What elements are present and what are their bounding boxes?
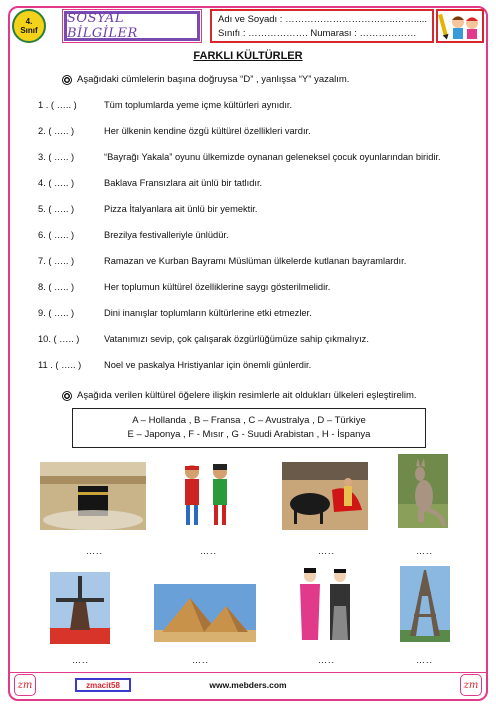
part2-instruction-text: Aşağıda verilen kültürel öğelere ilişkin resimlerle ait oldukları ülkeleri eşleştirelim. [77, 390, 417, 401]
kids-illustration [436, 9, 484, 43]
question-number-blank[interactable]: 3. ( ….. ) [38, 152, 75, 162]
answer-blank-2[interactable]: ….. [200, 546, 218, 556]
question-text: Her ülkenin kendine özgü kültürel özellikleri vardır. [104, 126, 311, 136]
part2-instruction [62, 390, 417, 401]
pyramids-picture [154, 584, 256, 642]
author-tag: zmacit58 [75, 678, 131, 692]
windmill-picture [50, 572, 110, 644]
country-options-line-2: E – Japonya , F - Mısır , G - Suudi Arabistan , H - İspanya [127, 429, 371, 440]
question-row [38, 332, 488, 358]
question-number-blank[interactable]: 7. ( ….. ) [38, 256, 75, 266]
question-text: Noel ve paskalya Hristiyanlar için önemli günlerdir. [104, 360, 312, 370]
grade-number: 4. [25, 17, 33, 26]
flower-bullet-icon [62, 391, 72, 401]
class-number-field[interactable]: Sınıfı : ………………. Numarası : ……………… [218, 28, 417, 39]
answer-blank-3[interactable]: ….. [318, 546, 336, 556]
subject-title: SOSYAL BİLGİLER [64, 11, 200, 41]
question-row [38, 280, 488, 306]
eiffel-tower-picture [400, 566, 450, 642]
bullfight-picture [282, 462, 368, 530]
true-false-list [38, 98, 488, 384]
part1-instruction-text: Aşağıdaki cümlelerin başına doğruysa “D” , yanlışsa “Y” yazalım. [77, 74, 350, 85]
question-text: Baklava Fransızlara ait ünlü bir tatlıdır. [104, 178, 263, 188]
kangaroo-picture [398, 454, 448, 528]
part1-instruction [62, 74, 349, 85]
question-text: Pizza İtalyanlara ait ünlü bir yemektir. [104, 204, 258, 214]
country-options-box [72, 408, 426, 448]
question-row [38, 202, 488, 228]
question-number-blank[interactable]: 11 . ( ….. ) [38, 360, 82, 370]
flower-bullet-icon [62, 75, 72, 85]
question-number-blank[interactable]: 8. ( ….. ) [38, 282, 75, 292]
answer-blank-7[interactable]: ….. [318, 655, 336, 665]
student-info-box [210, 9, 434, 43]
question-number-blank[interactable]: 4. ( ….. ) [38, 178, 75, 188]
answer-blank-5[interactable]: ….. [72, 655, 90, 665]
question-number-blank[interactable]: 10. ( ….. ) [38, 334, 80, 344]
question-row [38, 228, 488, 254]
question-number-blank[interactable]: 6. ( ….. ) [38, 230, 75, 240]
question-text: “Bayrağı Yakala” oyunu ülkemizde oynanan geleneksel çocuk oyunlarından biridir. [104, 152, 441, 162]
grade-badge [12, 9, 46, 43]
question-row [38, 150, 488, 176]
question-number-blank[interactable]: 5. ( ….. ) [38, 204, 75, 214]
question-number-blank[interactable]: 2. ( ….. ) [38, 126, 75, 136]
country-options-line-1: A – Hollanda , B – Fransa , C – Avustralya , D – Türkiye [132, 415, 366, 426]
question-number-blank[interactable]: 9. ( ….. ) [38, 308, 75, 318]
zm-logo-left: zm [14, 674, 36, 696]
question-row [38, 358, 488, 384]
website-link[interactable]: www.mebders.com [209, 680, 287, 690]
grade-word: Sınıf [20, 26, 38, 35]
question-row [38, 176, 488, 202]
question-row [38, 98, 488, 124]
worksheet-title: FARKLI KÜLTÜRLER [193, 50, 303, 62]
kaaba-picture [40, 462, 146, 530]
question-text: Tüm toplumlarda yeme içme kültürleri aynıdır. [104, 100, 293, 110]
question-text: Brezilya festivalleriyle ünlüdür. [104, 230, 229, 240]
question-number-blank[interactable]: 1 . ( ….. ) [38, 100, 77, 110]
header [12, 9, 484, 43]
question-row [38, 124, 488, 150]
zm-logo-right: zm [460, 674, 482, 696]
answer-blank-4[interactable]: ….. [416, 546, 434, 556]
name-field[interactable]: Adı ve Soyadı : ……………………………..……..... [218, 14, 428, 25]
kimono-couple-picture [288, 566, 360, 644]
question-row [38, 254, 488, 280]
question-text: Vatanımızı sevip, çok çalışarak özgürlüğümüze sahip çıkmalıyız. [104, 334, 369, 344]
answer-blank-1[interactable]: ….. [86, 546, 104, 556]
question-text: Dini inanışlar toplumların kültürlerine etki etmezler. [104, 308, 312, 318]
question-row [38, 306, 488, 332]
answer-blank-6[interactable]: ….. [192, 655, 210, 665]
footer-divider [8, 672, 488, 673]
answer-blank-8[interactable]: ….. [416, 655, 434, 665]
question-text: Her toplumun kültürel özelliklerine saygı gösterilmelidir. [104, 282, 331, 292]
question-text: Ramazan ve Kurban Bayramı Müslüman ülkelerde kutlanan bayramlardır. [104, 256, 407, 266]
karagoz-hacivat-picture [176, 462, 238, 532]
